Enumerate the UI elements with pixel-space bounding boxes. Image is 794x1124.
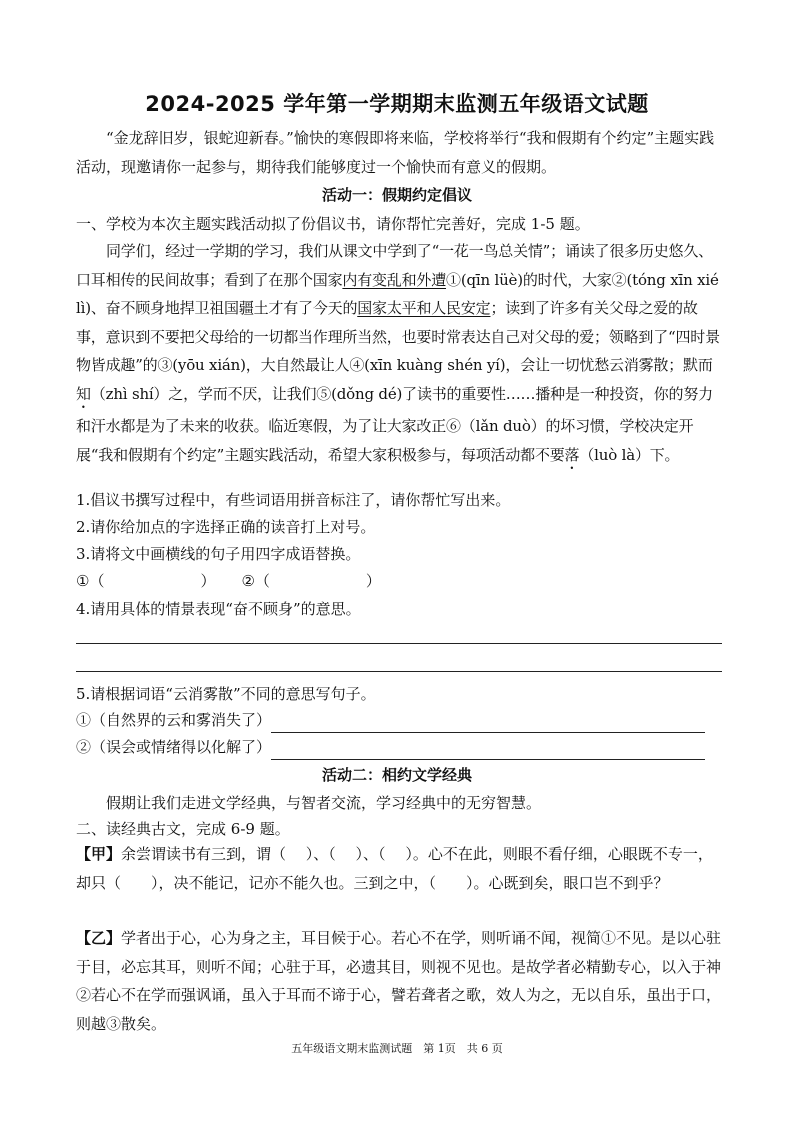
classical-text-yi bbox=[76, 924, 722, 1038]
jia-label: 【甲】 bbox=[76, 845, 122, 863]
passage-part-3: ；读到了许多有关父母之爱的故事，意识到不要把父母给的一切都当作理所当然，也要时常表达自己对父母的爱；领略到了“四时景物皆成趣”的③(yōu xián)，大自然最让人④(xīn kuàng shén yí)，会让一切忧愁云消雾散；默而 bbox=[76, 299, 720, 375]
dotted-char-zhi: 知 bbox=[76, 384, 91, 403]
passage-part-5: （luò là）下。 bbox=[579, 445, 680, 464]
question-3-answers bbox=[76, 568, 722, 594]
q5-meaning-2: ②（误会或情绪得以化解了） bbox=[76, 738, 272, 756]
activity2-heading: 活动二：相约文学经典 bbox=[321, 766, 472, 784]
activity2-intro: 假期让我们走进文学经典，与智者交流，学习经典中的无穷智慧。 bbox=[106, 794, 542, 812]
underlined-sentence-2: 国家太平和人民安定 bbox=[357, 299, 491, 318]
passage-part-2: ①(qīn lüè)的时代，大家②(tóng xīn xié lì)、奋不顾身地捍卫祖国疆土才有了今天的 bbox=[76, 270, 719, 318]
answer-1-close: ） bbox=[200, 572, 216, 590]
question-5: 5.请根据词语“云消雾散”不同的意思写句子。 bbox=[76, 685, 376, 703]
answer-2-open: ②（ bbox=[241, 572, 270, 590]
activity1-heading: 活动一：假期约定倡议 bbox=[321, 186, 472, 204]
exam-title: 2024-2025 学年第一学期期末监测五年级语文试题 bbox=[145, 92, 649, 116]
q5-meaning-1: ①（自然界的云和雾消失了） bbox=[76, 711, 272, 729]
question-4: 4.请用具体的情景表现“奋不顾身”的意思。 bbox=[76, 600, 361, 618]
yi-label: 【乙】 bbox=[76, 929, 122, 947]
underlined-sentence-1: 内有变乱和外遭 bbox=[342, 270, 447, 289]
answer-2-close: ） bbox=[365, 572, 381, 590]
answer-1-open: ①（ bbox=[76, 572, 105, 590]
answer-line-q5-1[interactable] bbox=[271, 714, 705, 733]
intro-paragraph: “金龙辞旧岁，银蛇迎新春。”愉快的寒假即将来临，学校将举行“我和假期有个约定”主题实践活动，现邀请你一起参与，期待我们能够度过一个愉快而有意义的假期。 bbox=[76, 129, 715, 176]
question-section2-intro: 二、读经典古文，完成 6-9 题。 bbox=[76, 820, 290, 838]
classical-text-jia bbox=[76, 840, 722, 898]
proposal-passage bbox=[76, 237, 722, 473]
page-footer: 五年级语文期末监测试题 第 1页 共 6 页 bbox=[291, 1042, 503, 1055]
jia-text: 余尝谓读书有三到，谓（ ）、（ ）、（ ）。心不在此，则眼不看仔细，心眼既不专一，却只（ ），决不能记，记亦不能久也。三到之中，（ ）。心既到矣，眼口岂不到乎？ bbox=[76, 845, 713, 892]
dotted-char-luo: 落 bbox=[564, 445, 580, 464]
question-3: 3.请将文中画横线的句子用四字成语替换。 bbox=[76, 545, 361, 563]
passage-part-1: 同学们，经过一学期的学习，我们从课文中学到了“一花一鸟总关情”；诵读了很多历史悠久、口耳相传的民间故事；看到了在那个国家 bbox=[76, 242, 713, 289]
yi-text: 学者出于心，心为身之主，耳目候于心。若心不在学，则听诵不闻，视简①不见。是以心驻于目，必忘其耳，则听不闻；心驻于耳，必遗其目，则视不见也。是故学者必精勤专心，以入于神②若心不在学而强讽诵，虽入于耳而不谛于心，譬若聋者之歌，效人为之，无以自乐，虽出于口，则越③散矣。 bbox=[76, 929, 722, 1033]
answer-line-q5-2[interactable] bbox=[271, 741, 705, 760]
passage-part-4: （zhì shí）之，学而不厌，让我们⑤(dǒng dé)了读书的重要性……播种是一种投资，你的努力和汗水都是为了未来的收获。临近寒假，为了让大家改正⑥（lǎn duò）的坏习惯，学校决定开展“我和假期有个约定”主题实践活动，希望大家积极参与，每项活动都不要 bbox=[76, 384, 713, 464]
question-5-item-2 bbox=[76, 734, 722, 760]
question-1: 1.倡议书撰写过程中，有些词语用拼音标注了，请你帮忙写出来。 bbox=[76, 491, 511, 509]
question-5-item-1 bbox=[76, 707, 722, 733]
answer-line-q4-1[interactable] bbox=[76, 643, 722, 644]
answer-line-q4-2[interactable] bbox=[76, 671, 722, 672]
question-section1-intro: 一、学校为本次主题实践活动拟了份倡议书，请你帮忙完善好，完成 1-5 题。 bbox=[76, 215, 590, 233]
question-2: 2.请你给加点的字选择正确的读音打上对号。 bbox=[76, 518, 376, 536]
